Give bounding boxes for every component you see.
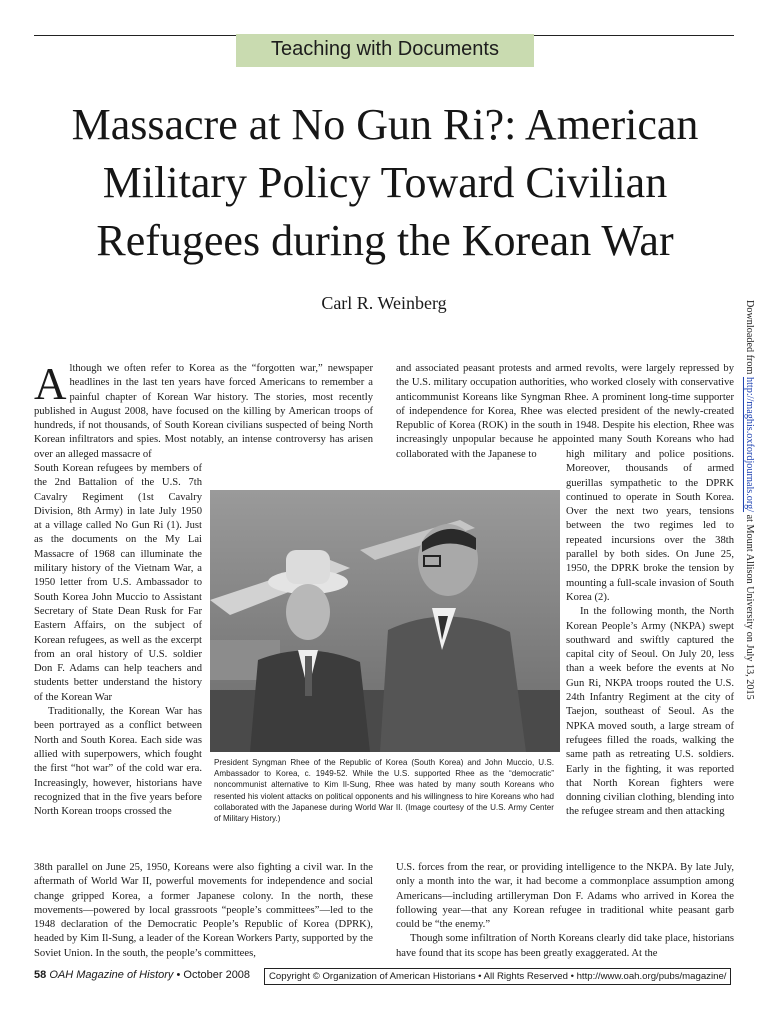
paragraph: and associated peasant protests and armed revolts, were largely repressed by the U.S. military occupation authorities, who worked closely with conservative anticommunist Koreans like Syngman Rhee. A prominent long-time supporter of independence for Korea, Rhee was elected president of the newly-created Republic of Korea (ROK) in the south in 1948. Despite his election, Rhee was increasingly unpopular because he appointed many South Koreans who had collaborated with the Japanese to — [396, 363, 734, 460]
photo-illustration — [210, 490, 560, 752]
photo-caption: President Syngman Rhee of the Republic of Korea (South Korea) and John Muccio, U.S. Ambassador to Korea, c. 1949-52. While the U.S. supported Rhee as the “democratic” noncommunist alternative to Kim Il-Sung, Rhee was hated by many south Koreans who resented his violent attacks on political opponents and his willingness to hire Koreans who had collaborated with the Japanese during World War II. (Image courtesy of the U.S. Army Center of Military History.) — [214, 758, 554, 824]
col1-bottom — [34, 861, 373, 961]
col2-bottom — [396, 861, 734, 961]
author-byline: Carl R. Weinberg — [321, 293, 447, 313]
col2-narrow — [566, 448, 734, 820]
paragraph-text: lthough we often refer to Korea as the “forgotten war,” newspaper headlines in the last ten years have forced Americans to remember a painful chapter of Korean War history. The stories, most recently published in August 2008, have focused on the killing by American troops of hundreds, if not thousands, of South Korean civilians suspected of being North Korean infiltrators and spies. Most notably, an intense controversy has arisen over an alleged massacre of — [34, 363, 373, 460]
section-banner: Teaching with Documents — [236, 34, 534, 67]
paragraph: U.S. forces from the rear, or providing intelligence to the NKPA. By late July, only a month into the war, it had become a commonplace assumption among Americans—including artilleryman Don F. Adams who arrived in Korea the following year—that any Korean refugee in traditional white peasant garb could be “the enemy.” — [396, 862, 734, 931]
title-line-3: Refugees during the Korean War — [96, 216, 674, 265]
paragraph: Traditionally, the Korean War has been portrayed as a conflict between North and South Korea. Each side was allied with superpowers, which fought the first “hot war” of the cold war era. Increasingly, however, historians have recognized that in the five years before North Korean troops crossed the — [34, 706, 202, 818]
paragraph: In the following month, the North Korean People’s Army (NKPA) swept southward and swiftly captured the capital city of Seoul. On July 20, less than a week before the events at No Gun Ri, NKPA troops routed the U.S. 24th Infantry Regiment at the city of Taejon, southeast of Seoul. As the NPKA moved south, a large stream of refugees filled the roads, walking the same path as retreating U.S. soldiers. Early in the fighting, it was reported that North Korean fighters were donning civilian clothing, blending into the refugee stream and then attacking — [566, 606, 735, 818]
article-title — [20, 96, 750, 270]
col1-intro — [34, 359, 373, 462]
title-line-2: Military Policy Toward Civilian — [102, 158, 668, 207]
paragraph: Though some infiltration of North Koreans clearly did take place, historians have found that its scope has been greatly exaggerated. At the — [396, 933, 734, 959]
journal-link[interactable]: http://maghis.oxfordjournals.org/ — [744, 376, 755, 513]
magazine-name: OAH Magazine of History — [49, 969, 174, 981]
download-note-suffix: at Mount Allison University on July 13, 2015 — [744, 512, 755, 700]
download-note — [737, 300, 761, 720]
page-footer — [34, 969, 250, 981]
historical-photo — [210, 490, 560, 752]
col1-narrow — [34, 462, 202, 819]
paragraph: 38th parallel on June 25, 1950, Koreans were also fighting a civil war. In the aftermath of World War II, powerful movements for independence and social change gripped Korea, a former Japanese colony. In the north, these movements—powered by local grassroots “people’s committees”—led to the 1948 declaration of the Democratic People’s Republic of Korea (DPRK), headed by Kim Il-Sung, a leader of the Korean Workers Party, supported by the Soviet Union. In the south, the people’s committees, — [34, 862, 373, 959]
drop-cap: A — [34, 359, 67, 409]
copyright-notice: Copyright © Organization of American Historians • All Rights Reserved • http://www.oah.org/pubs/magazine/ — [264, 968, 731, 985]
issue-date: • October 2008 — [173, 969, 251, 981]
paragraph: South Korean refugees by members of the 2nd Battalion of the U.S. 7th Cavalry Regiment (1st Cavalry Division, 8th Army) in late July 1950 at a village called No Gun Ri (1). Just as the documents on the My Lai Massacre of 1968 can illuminate the military history of the Vietnam War, a 1950 letter from U.S. Ambassador to South Korea John Muccio to Assistant Secretary of State Dean Rusk for Far Eastern Affairs, on the subject of Korean refugees, as well as the excerpt from an oral history of U.S. soldier Don F. Adams can help teachers and students better understand the history of the Korean War — [34, 463, 202, 703]
paragraph — [34, 359, 373, 462]
paragraph: high military and police positions. Moreover, thousands of armed guerillas sympathetic to the DPRK continued to operate in South Korea. Over the next two years, tensions between the two regimes led to repeated incursions over the 38th parallel by both sides. On June 25, 1950, the DPRK broke the tension by mounting a full-scale invasion of South Korea (2). — [566, 449, 734, 603]
page-number: 58 — [34, 969, 47, 981]
title-line-1: Massacre at No Gun Ri?: American — [71, 100, 699, 149]
download-note-prefix: Downloaded from — [744, 300, 755, 377]
